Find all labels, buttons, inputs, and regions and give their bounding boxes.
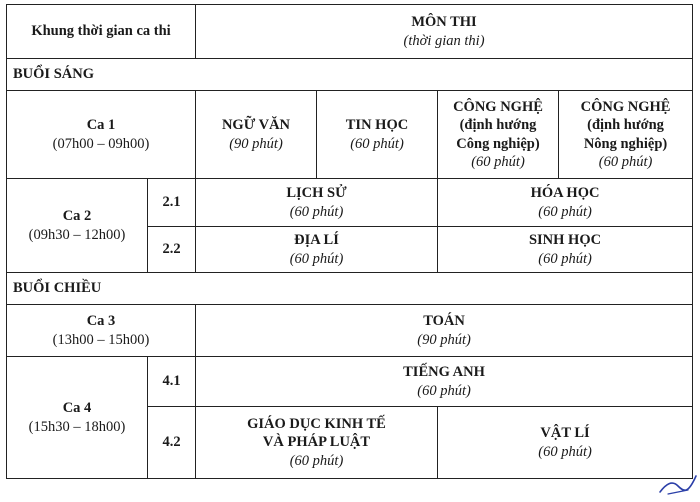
subject-orientation-line2: Công nghiệp) — [456, 135, 540, 152]
subject-orientation-line1: (định hướng — [459, 117, 537, 134]
ca2-1-subject-history — [196, 179, 438, 227]
subject-duration: (60 phút) — [289, 452, 344, 469]
subject-duration: (60 phút) — [289, 250, 344, 267]
ca2-time-cell — [7, 179, 148, 273]
subject-name: HÓA HỌC — [530, 185, 600, 202]
ca4-2-code: 4.2 — [148, 407, 196, 479]
ca4-name: Ca 4 — [62, 400, 92, 417]
pen-mark-signature-icon — [658, 472, 698, 496]
exam-schedule-table — [6, 4, 693, 479]
subject-duration: (60 phút) — [417, 382, 471, 399]
subject-name: NGỮ VĂN — [221, 117, 291, 134]
ca2-1-code: 2.1 — [148, 179, 196, 227]
subject-name: TIẾNG ANH — [403, 364, 485, 381]
subject-name-line2: VÀ PHÁP LUẬT — [262, 434, 371, 451]
subject-duration: (60 phút) — [538, 250, 592, 267]
ca2-name: Ca 2 — [62, 208, 92, 225]
afternoon-session-label: BUỔI CHIỀU — [7, 273, 693, 305]
ca3-time: (13h00 – 15h00) — [52, 331, 150, 348]
subject-name: TOÁN — [423, 313, 465, 330]
subject-duration: (90 phút) — [229, 135, 283, 152]
subject-name: TIN HỌC — [345, 117, 409, 134]
subject-duration: (60 phút) — [471, 153, 525, 170]
ca2-2-subject-geography — [196, 227, 438, 273]
ca1-subject-literature — [196, 91, 317, 179]
ca1-time: (07h00 – 09h00) — [52, 135, 150, 152]
ca3-subject-math — [196, 305, 693, 357]
ca1-row — [7, 91, 693, 179]
ca4-1-code: 4.1 — [148, 357, 196, 407]
ca4-time: (15h30 – 18h00) — [28, 418, 126, 435]
subject-duration: (60 phút) — [598, 153, 653, 170]
time-column-header-label: Khung thời gian ca thi — [31, 23, 171, 40]
subject-duration: (90 phút) — [417, 331, 471, 348]
ca4-2-subject-economics-law — [196, 407, 438, 479]
ca3-row — [7, 305, 693, 357]
ca4-time-cell — [7, 357, 148, 479]
ca2-2-code: 2.2 — [148, 227, 196, 273]
ca2-1-row — [7, 179, 693, 227]
subject-name: CÔNG NGHỆ — [453, 99, 543, 116]
subject-duration: (60 phút) — [350, 135, 404, 152]
ca1-name: Ca 1 — [86, 117, 116, 134]
ca4-1-subject-english — [196, 357, 693, 407]
ca3-time-cell — [7, 305, 196, 357]
subject-name-line1: GIÁO DỤC KINH TẾ — [247, 416, 386, 433]
ca4-1-row — [7, 357, 693, 407]
afternoon-session-row — [7, 273, 693, 305]
subject-duration: (60 phút) — [538, 203, 592, 220]
subject-column-title: MÔN THI — [411, 14, 477, 31]
subject-duration: (60 phút) — [538, 443, 592, 460]
ca4-2-subject-physics — [438, 407, 693, 479]
subject-name: CÔNG NGHỆ — [580, 99, 671, 116]
subject-orientation-line1: (định hướng — [587, 117, 664, 134]
subject-orientation-line2: Nông nghiệp) — [583, 135, 668, 152]
ca3-name: Ca 3 — [86, 313, 116, 330]
ca2-2-subject-biology — [438, 227, 693, 273]
morning-session-label: BUỔI SÁNG — [7, 59, 693, 91]
ca1-time-cell — [7, 91, 196, 179]
subject-name: LỊCH SỬ — [286, 185, 347, 202]
subject-name: VẬT LÍ — [540, 425, 590, 442]
subject-duration: (60 phút) — [289, 203, 344, 220]
morning-session-row — [7, 59, 693, 91]
ca1-subject-informatics — [317, 91, 438, 179]
subject-column-note: (thời gian thi) — [403, 32, 485, 49]
ca1-subject-technology-agricultural — [559, 91, 693, 179]
subject-name: SINH HỌC — [528, 232, 602, 249]
ca2-1-subject-chemistry — [438, 179, 693, 227]
subject-column-header — [196, 5, 693, 59]
ca1-subject-technology-industrial — [438, 91, 559, 179]
header-row — [7, 5, 693, 59]
time-column-header — [7, 5, 196, 59]
subject-name: ĐỊA LÍ — [294, 232, 339, 249]
ca2-time: (09h30 – 12h00) — [28, 226, 126, 243]
